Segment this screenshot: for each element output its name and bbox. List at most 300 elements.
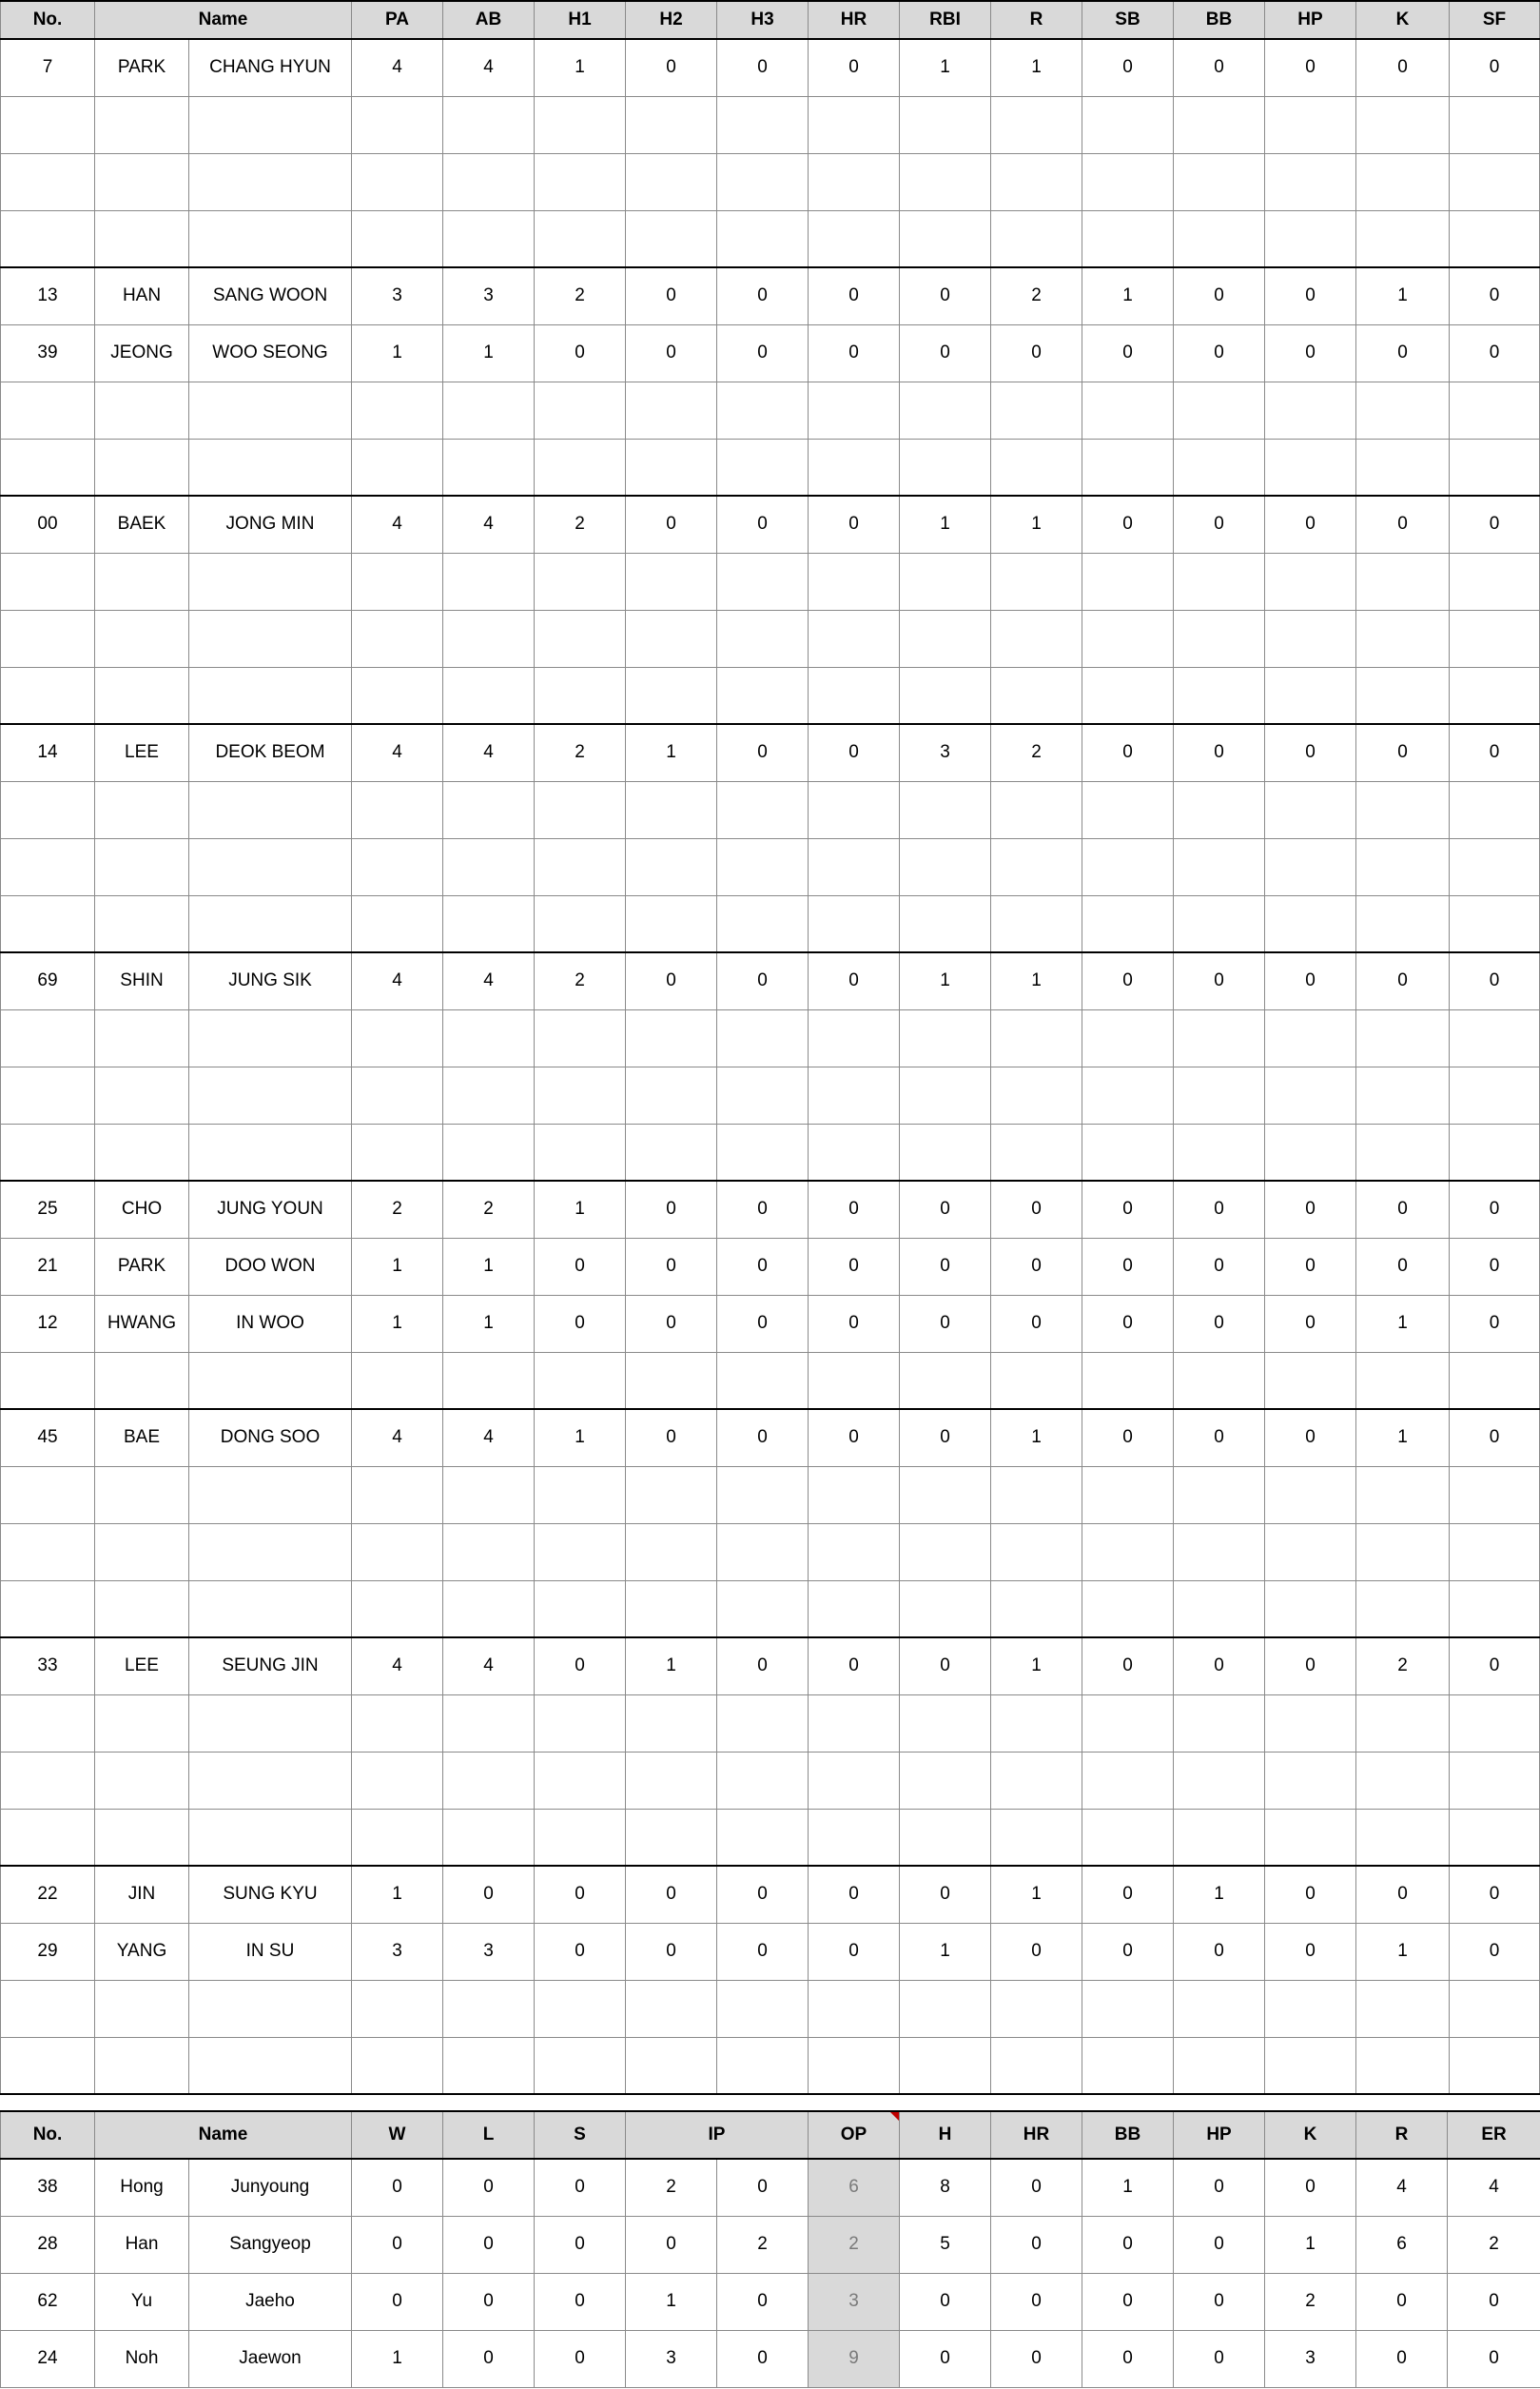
table-cell[interactable] xyxy=(1265,553,1356,610)
table-cell[interactable]: SHIN xyxy=(95,952,189,1009)
table-cell[interactable]: 0 xyxy=(809,267,900,324)
table-cell[interactable]: Junyoung xyxy=(189,2159,352,2216)
table-cell[interactable]: 2 xyxy=(443,1181,535,1238)
table-cell[interactable] xyxy=(443,1523,535,1580)
table-cell[interactable] xyxy=(443,838,535,895)
table-cell[interactable] xyxy=(1174,1067,1265,1124)
table-cell[interactable] xyxy=(189,553,352,610)
table-cell[interactable]: 0 xyxy=(991,324,1082,382)
table-cell[interactable] xyxy=(900,667,991,724)
table-cell[interactable]: 1 xyxy=(991,1866,1082,1923)
table-cell[interactable] xyxy=(1082,2037,1174,2094)
table-cell[interactable]: DEOK BEOM xyxy=(189,724,352,781)
header-cell[interactable]: RBI xyxy=(900,1,991,39)
header-cell[interactable]: ER xyxy=(1448,2111,1540,2159)
table-cell[interactable]: 0 xyxy=(1356,496,1450,553)
table-cell[interactable]: Sangyeop xyxy=(189,2216,352,2273)
table-cell[interactable]: 4 xyxy=(1448,2159,1540,2216)
table-cell[interactable] xyxy=(1082,838,1174,895)
table-cell[interactable]: 4 xyxy=(352,1637,443,1694)
table-cell[interactable]: 0 xyxy=(1082,2330,1174,2387)
table-cell-op[interactable]: 2 xyxy=(809,2216,900,2273)
table-cell[interactable] xyxy=(626,1124,717,1181)
table-cell[interactable] xyxy=(809,439,900,496)
table-cell[interactable] xyxy=(352,667,443,724)
table-cell[interactable]: 5 xyxy=(900,2216,991,2273)
table-cell[interactable]: 0 xyxy=(1450,1295,1540,1352)
table-cell[interactable] xyxy=(535,1466,626,1523)
table-cell[interactable]: 1 xyxy=(535,1181,626,1238)
table-cell[interactable] xyxy=(1174,1752,1265,1809)
table-cell[interactable]: 1 xyxy=(626,2273,717,2330)
table-cell[interactable] xyxy=(1,1352,95,1409)
table-cell[interactable] xyxy=(900,838,991,895)
table-cell[interactable]: 4 xyxy=(443,496,535,553)
table-cell[interactable]: 0 xyxy=(535,1238,626,1295)
table-cell[interactable]: CHANG HYUN xyxy=(189,39,352,96)
table-cell[interactable] xyxy=(1265,382,1356,439)
table-cell[interactable]: 2 xyxy=(1448,2216,1540,2273)
table-cell[interactable] xyxy=(95,667,189,724)
table-cell[interactable]: 2 xyxy=(535,952,626,1009)
table-cell[interactable]: 1 xyxy=(991,496,1082,553)
table-cell[interactable]: 1 xyxy=(443,1295,535,1352)
table-cell[interactable] xyxy=(900,895,991,952)
table-cell[interactable]: 0 xyxy=(1450,1637,1540,1694)
table-cell[interactable] xyxy=(1,667,95,724)
table-cell[interactable] xyxy=(95,2037,189,2094)
table-cell[interactable] xyxy=(1,610,95,667)
table-cell[interactable]: 2 xyxy=(991,267,1082,324)
table-cell[interactable] xyxy=(900,1980,991,2037)
header-cell[interactable]: AB xyxy=(443,1,535,39)
table-cell[interactable]: 3 xyxy=(626,2330,717,2387)
table-cell[interactable] xyxy=(535,1980,626,2037)
table-cell[interactable]: 1 xyxy=(352,2330,443,2387)
table-cell[interactable]: 0 xyxy=(626,496,717,553)
table-cell[interactable]: 1 xyxy=(991,39,1082,96)
table-cell[interactable]: 0 xyxy=(1174,724,1265,781)
header-cell[interactable]: S xyxy=(535,2111,626,2159)
table-cell[interactable] xyxy=(95,1580,189,1637)
table-cell[interactable] xyxy=(443,439,535,496)
table-cell[interactable] xyxy=(535,1124,626,1181)
table-cell[interactable] xyxy=(900,439,991,496)
table-cell[interactable] xyxy=(900,2037,991,2094)
table-cell[interactable]: JUNG YOUN xyxy=(189,1181,352,1238)
table-cell[interactable]: 4 xyxy=(443,1637,535,1694)
table-cell[interactable]: 0 xyxy=(443,2273,535,2330)
table-cell[interactable]: 0 xyxy=(1450,1181,1540,1238)
table-cell[interactable] xyxy=(189,781,352,838)
table-cell[interactable]: 0 xyxy=(1174,952,1265,1009)
table-cell[interactable]: 0 xyxy=(809,324,900,382)
table-cell[interactable]: 0 xyxy=(717,2330,809,2387)
table-cell[interactable] xyxy=(1174,1980,1265,2037)
header-cell[interactable]: HR xyxy=(809,1,900,39)
table-cell[interactable] xyxy=(809,895,900,952)
table-cell[interactable]: PARK xyxy=(95,39,189,96)
table-cell[interactable] xyxy=(352,1694,443,1752)
table-cell[interactable]: 28 xyxy=(1,2216,95,2273)
table-cell[interactable] xyxy=(1450,1466,1540,1523)
table-cell-op[interactable]: 6 xyxy=(809,2159,900,2216)
table-cell[interactable]: 0 xyxy=(1174,1181,1265,1238)
table-cell[interactable] xyxy=(1450,1009,1540,1067)
table-cell[interactable] xyxy=(626,667,717,724)
table-cell[interactable] xyxy=(352,439,443,496)
table-cell[interactable] xyxy=(809,382,900,439)
table-cell[interactable] xyxy=(189,1980,352,2037)
table-cell[interactable] xyxy=(95,439,189,496)
table-cell[interactable] xyxy=(1356,153,1450,210)
table-cell[interactable] xyxy=(626,1523,717,1580)
table-cell[interactable]: 2 xyxy=(352,1181,443,1238)
table-cell[interactable] xyxy=(95,153,189,210)
table-cell[interactable] xyxy=(1356,2037,1450,2094)
header-cell[interactable]: H3 xyxy=(717,1,809,39)
table-cell[interactable]: 1 xyxy=(900,496,991,553)
table-cell[interactable] xyxy=(1082,1124,1174,1181)
table-cell[interactable] xyxy=(900,610,991,667)
table-cell[interactable]: Noh xyxy=(95,2330,189,2387)
table-cell[interactable] xyxy=(991,838,1082,895)
table-cell[interactable] xyxy=(352,1466,443,1523)
table-cell[interactable]: 0 xyxy=(1450,39,1540,96)
table-cell[interactable]: 0 xyxy=(626,1409,717,1466)
table-cell[interactable] xyxy=(717,1523,809,1580)
table-cell[interactable]: 0 xyxy=(352,2273,443,2330)
table-cell[interactable]: SUNG KYU xyxy=(189,1866,352,1923)
table-cell[interactable] xyxy=(1450,553,1540,610)
table-cell[interactable]: 0 xyxy=(1265,1923,1356,1980)
table-cell[interactable] xyxy=(1082,553,1174,610)
table-cell[interactable]: 0 xyxy=(1265,39,1356,96)
table-cell[interactable] xyxy=(1265,1067,1356,1124)
table-cell[interactable] xyxy=(1356,439,1450,496)
table-cell[interactable] xyxy=(1174,1580,1265,1637)
table-cell[interactable] xyxy=(991,1809,1082,1866)
table-cell[interactable]: Yu xyxy=(95,2273,189,2330)
table-cell[interactable]: 0 xyxy=(1082,1637,1174,1694)
table-cell[interactable] xyxy=(443,153,535,210)
table-cell[interactable]: IN SU xyxy=(189,1923,352,1980)
table-cell[interactable]: 0 xyxy=(717,496,809,553)
table-cell[interactable] xyxy=(809,1067,900,1124)
table-cell[interactable]: 0 xyxy=(1082,1295,1174,1352)
table-cell[interactable] xyxy=(189,210,352,267)
table-cell[interactable] xyxy=(1356,210,1450,267)
table-cell[interactable] xyxy=(1265,1352,1356,1409)
table-cell[interactable]: 0 xyxy=(626,1238,717,1295)
table-cell[interactable] xyxy=(95,1352,189,1409)
table-cell[interactable]: 0 xyxy=(352,2216,443,2273)
table-cell[interactable]: 0 xyxy=(1265,1637,1356,1694)
table-cell[interactable] xyxy=(95,210,189,267)
header-cell[interactable]: PA xyxy=(352,1,443,39)
table-cell[interactable] xyxy=(809,1980,900,2037)
table-cell[interactable] xyxy=(189,1124,352,1181)
table-cell[interactable]: HWANG xyxy=(95,1295,189,1352)
table-cell[interactable]: 0 xyxy=(717,1295,809,1352)
table-cell[interactable] xyxy=(1450,1580,1540,1637)
table-cell[interactable]: 0 xyxy=(443,2330,535,2387)
table-cell[interactable] xyxy=(626,1980,717,2037)
table-cell[interactable] xyxy=(1356,895,1450,952)
table-cell[interactable] xyxy=(991,781,1082,838)
table-cell[interactable] xyxy=(717,1809,809,1866)
table-cell[interactable] xyxy=(717,96,809,153)
table-cell[interactable]: 1 xyxy=(443,324,535,382)
table-cell[interactable]: 4 xyxy=(443,952,535,1009)
table-cell[interactable]: 1 xyxy=(991,1637,1082,1694)
table-cell[interactable] xyxy=(626,1466,717,1523)
table-cell[interactable] xyxy=(1265,1580,1356,1637)
table-cell[interactable] xyxy=(1,2037,95,2094)
table-cell[interactable]: 0 xyxy=(809,952,900,1009)
table-cell[interactable] xyxy=(1450,1980,1540,2037)
table-cell[interactable] xyxy=(443,1009,535,1067)
table-cell[interactable] xyxy=(189,1009,352,1067)
table-cell[interactable]: 0 xyxy=(991,2330,1082,2387)
table-cell[interactable] xyxy=(189,1694,352,1752)
table-cell[interactable]: BAE xyxy=(95,1409,189,1466)
table-cell[interactable]: JEONG xyxy=(95,324,189,382)
table-cell[interactable] xyxy=(1082,210,1174,267)
table-cell[interactable] xyxy=(1356,382,1450,439)
table-cell[interactable]: 0 xyxy=(991,2216,1082,2273)
table-cell[interactable]: 0 xyxy=(809,1409,900,1466)
table-cell[interactable] xyxy=(900,553,991,610)
table-cell[interactable] xyxy=(1265,210,1356,267)
table-cell[interactable] xyxy=(1174,210,1265,267)
table-cell[interactable] xyxy=(626,1752,717,1809)
table-cell[interactable] xyxy=(535,382,626,439)
table-cell[interactable] xyxy=(352,838,443,895)
table-cell[interactable] xyxy=(1450,1809,1540,1866)
table-cell[interactable] xyxy=(1450,210,1540,267)
table-cell[interactable]: 4 xyxy=(352,724,443,781)
table-cell[interactable] xyxy=(626,210,717,267)
table-cell[interactable]: 1 xyxy=(352,1866,443,1923)
table-cell[interactable] xyxy=(1356,1124,1450,1181)
table-cell[interactable] xyxy=(535,210,626,267)
table-cell[interactable] xyxy=(1450,1523,1540,1580)
table-cell[interactable]: 0 xyxy=(535,1295,626,1352)
table-cell[interactable] xyxy=(1265,781,1356,838)
table-cell[interactable] xyxy=(535,153,626,210)
table-cell[interactable] xyxy=(809,1124,900,1181)
table-cell[interactable]: 0 xyxy=(1448,2273,1540,2330)
table-cell[interactable] xyxy=(1265,1523,1356,1580)
table-cell[interactable] xyxy=(900,1694,991,1752)
table-cell[interactable] xyxy=(1082,382,1174,439)
table-cell[interactable]: 0 xyxy=(535,2330,626,2387)
table-cell[interactable] xyxy=(626,382,717,439)
table-cell[interactable] xyxy=(189,838,352,895)
table-cell[interactable]: WOO SEONG xyxy=(189,324,352,382)
table-cell[interactable]: 1 xyxy=(443,1238,535,1295)
table-cell[interactable]: 0 xyxy=(352,2159,443,2216)
table-cell[interactable] xyxy=(1174,1694,1265,1752)
table-cell[interactable] xyxy=(1265,895,1356,952)
table-cell[interactable] xyxy=(1174,1523,1265,1580)
table-cell[interactable] xyxy=(809,553,900,610)
table-cell[interactable]: 1 xyxy=(991,1409,1082,1466)
table-cell[interactable]: 3 xyxy=(900,724,991,781)
table-cell[interactable]: 0 xyxy=(900,267,991,324)
table-cell[interactable]: 1 xyxy=(535,1409,626,1466)
table-cell[interactable]: 0 xyxy=(1265,267,1356,324)
table-cell[interactable]: 0 xyxy=(1356,1238,1450,1295)
table-cell[interactable] xyxy=(717,895,809,952)
table-cell[interactable] xyxy=(443,667,535,724)
table-cell[interactable] xyxy=(991,2037,1082,2094)
table-cell[interactable]: CHO xyxy=(95,1181,189,1238)
table-cell[interactable] xyxy=(535,1694,626,1752)
table-cell[interactable]: 0 xyxy=(1450,1238,1540,1295)
table-cell[interactable] xyxy=(1356,1067,1450,1124)
table-cell[interactable] xyxy=(443,553,535,610)
table-cell[interactable]: 0 xyxy=(626,1866,717,1923)
table-cell[interactable] xyxy=(535,96,626,153)
table-cell[interactable]: 0 xyxy=(717,1637,809,1694)
table-cell[interactable]: 0 xyxy=(809,1866,900,1923)
table-cell[interactable] xyxy=(809,153,900,210)
table-cell[interactable] xyxy=(1082,96,1174,153)
table-cell[interactable] xyxy=(900,1809,991,1866)
table-cell[interactable]: 0 xyxy=(1356,324,1450,382)
table-cell[interactable]: 14 xyxy=(1,724,95,781)
table-cell[interactable] xyxy=(900,1352,991,1409)
table-cell[interactable] xyxy=(809,1752,900,1809)
table-cell[interactable] xyxy=(1,1694,95,1752)
table-cell[interactable]: 1 xyxy=(1082,267,1174,324)
table-cell[interactable] xyxy=(1450,895,1540,952)
table-cell[interactable]: 3 xyxy=(352,267,443,324)
table-cell[interactable] xyxy=(189,895,352,952)
table-cell[interactable]: 0 xyxy=(626,952,717,1009)
table-cell[interactable] xyxy=(1265,838,1356,895)
table-cell[interactable]: 0 xyxy=(1356,1866,1450,1923)
table-cell[interactable]: Jaeho xyxy=(189,2273,352,2330)
table-cell[interactable]: 0 xyxy=(443,2159,535,2216)
header-cell[interactable]: IP xyxy=(626,2111,809,2159)
table-cell[interactable]: SEUNG JIN xyxy=(189,1637,352,1694)
table-cell[interactable]: 13 xyxy=(1,267,95,324)
table-cell[interactable] xyxy=(443,96,535,153)
header-cell[interactable]: HR xyxy=(991,2111,1082,2159)
table-cell[interactable] xyxy=(443,1124,535,1181)
table-cell[interactable] xyxy=(809,1523,900,1580)
table-cell[interactable]: 0 xyxy=(900,1866,991,1923)
table-cell[interactable]: 0 xyxy=(717,1181,809,1238)
table-cell[interactable] xyxy=(1,781,95,838)
table-cell[interactable]: 0 xyxy=(717,2273,809,2330)
table-cell[interactable]: 3 xyxy=(1265,2330,1356,2387)
table-cell[interactable] xyxy=(352,781,443,838)
table-cell[interactable]: 1 xyxy=(1356,1409,1450,1466)
table-cell[interactable]: 0 xyxy=(1082,1409,1174,1466)
table-cell[interactable] xyxy=(189,1580,352,1637)
table-cell[interactable]: 1 xyxy=(535,39,626,96)
table-cell[interactable]: BAEK xyxy=(95,496,189,553)
table-cell[interactable] xyxy=(352,96,443,153)
table-cell[interactable]: DOO WON xyxy=(189,1238,352,1295)
table-cell[interactable]: 00 xyxy=(1,496,95,553)
table-cell[interactable] xyxy=(626,1694,717,1752)
table-cell[interactable] xyxy=(900,1124,991,1181)
table-cell[interactable] xyxy=(1356,1466,1450,1523)
table-cell[interactable] xyxy=(1450,1694,1540,1752)
table-cell[interactable] xyxy=(809,1466,900,1523)
table-cell[interactable]: 1 xyxy=(900,39,991,96)
header-cell[interactable]: HP xyxy=(1265,1,1356,39)
table-cell[interactable] xyxy=(1174,1466,1265,1523)
table-cell[interactable] xyxy=(1174,781,1265,838)
table-cell[interactable] xyxy=(717,210,809,267)
table-cell[interactable]: PARK xyxy=(95,1238,189,1295)
table-cell[interactable]: 0 xyxy=(1082,324,1174,382)
table-cell[interactable] xyxy=(352,1580,443,1637)
table-cell[interactable] xyxy=(1082,1009,1174,1067)
table-cell[interactable] xyxy=(626,781,717,838)
table-cell[interactable]: 0 xyxy=(1174,39,1265,96)
table-cell[interactable] xyxy=(1356,1809,1450,1866)
table-cell[interactable] xyxy=(1356,1523,1450,1580)
table-cell[interactable] xyxy=(717,838,809,895)
table-cell[interactable]: 0 xyxy=(1082,2273,1174,2330)
header-cell[interactable]: L xyxy=(443,2111,535,2159)
table-cell[interactable] xyxy=(352,553,443,610)
header-cell[interactable]: SF xyxy=(1450,1,1540,39)
table-cell[interactable]: 0 xyxy=(1450,952,1540,1009)
table-cell[interactable] xyxy=(717,1067,809,1124)
table-cell[interactable] xyxy=(1356,1980,1450,2037)
table-cell[interactable] xyxy=(95,838,189,895)
table-cell[interactable] xyxy=(900,210,991,267)
table-cell[interactable] xyxy=(535,838,626,895)
table-cell[interactable]: Hong xyxy=(95,2159,189,2216)
table-cell[interactable]: 1 xyxy=(1356,267,1450,324)
table-cell[interactable] xyxy=(809,96,900,153)
table-cell[interactable] xyxy=(717,1124,809,1181)
table-cell[interactable]: 0 xyxy=(1265,724,1356,781)
table-cell[interactable]: 0 xyxy=(1265,952,1356,1009)
table-cell[interactable]: SANG WOON xyxy=(189,267,352,324)
table-cell[interactable] xyxy=(189,439,352,496)
table-cell[interactable]: 0 xyxy=(900,2273,991,2330)
table-cell[interactable]: 0 xyxy=(717,1409,809,1466)
table-cell[interactable] xyxy=(809,1694,900,1752)
table-cell[interactable] xyxy=(352,610,443,667)
table-cell[interactable]: 1 xyxy=(352,324,443,382)
table-cell[interactable]: LEE xyxy=(95,1637,189,1694)
table-cell[interactable] xyxy=(535,895,626,952)
table-cell[interactable] xyxy=(626,838,717,895)
table-cell[interactable]: 3 xyxy=(443,1923,535,1980)
table-cell[interactable] xyxy=(189,153,352,210)
table-cell[interactable] xyxy=(1,1980,95,2037)
table-cell[interactable]: 0 xyxy=(1082,39,1174,96)
table-cell[interactable] xyxy=(352,895,443,952)
table-cell[interactable]: 4 xyxy=(443,724,535,781)
table-cell[interactable]: 1 xyxy=(1356,1923,1450,1980)
table-cell[interactable]: Han xyxy=(95,2216,189,2273)
table-cell[interactable] xyxy=(991,1980,1082,2037)
table-cell[interactable] xyxy=(1,1809,95,1866)
table-cell[interactable]: 0 xyxy=(809,1637,900,1694)
